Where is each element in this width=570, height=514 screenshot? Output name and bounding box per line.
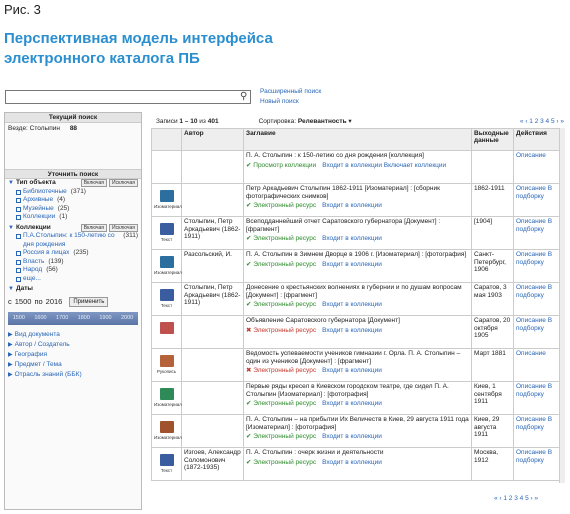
record-status [246, 367, 469, 375]
status-label[interactable]: Просмотр коллекции [253, 161, 317, 169]
record-title[interactable]: Петр Аркадьевич Столыпин 1862-1911 [Изоматериал] : [сборник фотографических снимков] [246, 185, 440, 200]
figure-title-line1: Перспективная модель интерфейса [4, 30, 273, 47]
record-status [246, 400, 469, 408]
record-title[interactable]: П. А. Столыпин : к 150-летию со дня рождения [коллекция] [246, 152, 424, 159]
status-label[interactable]: Электронный ресурс [253, 260, 317, 268]
checkbox[interactable] [16, 277, 21, 282]
status-label[interactable]: Электронный ресурс [253, 326, 317, 334]
table-row [152, 184, 565, 217]
table-row [152, 382, 565, 415]
left-panel [4, 112, 142, 510]
icon-cell [152, 382, 182, 415]
facet-item-count: (371) [70, 187, 86, 195]
collections-link[interactable]: Входит в коллекции [322, 202, 382, 209]
icon-caption: Текст [160, 303, 173, 308]
facet-item-label[interactable]: Власть [23, 257, 45, 265]
include-button[interactable]: Включая [81, 224, 107, 232]
records-range: 1 – 10 [179, 117, 198, 125]
status-icon: ✔ [246, 433, 254, 440]
actions-cell[interactable]: Описание В подборку [514, 316, 565, 349]
figure-title [4, 29, 273, 69]
status-label[interactable]: Электронный ресурс [253, 301, 317, 308]
title-cell [244, 151, 472, 184]
facet-item[interactable] [16, 196, 138, 205]
imprint-cell: Санкт-Петербург, 1906 [472, 250, 514, 283]
bottom-pager[interactable]: « ‹ 1 2 3 4 5 › » [494, 495, 539, 502]
record-title[interactable]: Первые ряды кресел в Киевском городском театре, где сидел П. А. Столыпин [Изоматериал] : [фотография] [246, 383, 449, 398]
date-to-input[interactable]: 2016 [45, 297, 63, 306]
record-status [246, 202, 469, 210]
actions-cell[interactable]: Описание [514, 151, 565, 184]
imprint-cell: Март 1881 [472, 349, 514, 382]
search-links [260, 87, 321, 107]
imprint-cell: [1904] [472, 217, 514, 250]
imprint-cell: Саратов, 3 мая 1903 [472, 283, 514, 316]
checkbox[interactable] [16, 260, 21, 265]
record-status [246, 327, 469, 335]
facet-item[interactable] [16, 249, 138, 258]
author-cell: Столыпин, Петр Аркадьевич (1862-1911) [182, 283, 244, 316]
search-icon[interactable]: ⚲ [240, 91, 248, 102]
search-input[interactable] [5, 90, 251, 104]
document-type-icon[interactable] [160, 223, 174, 235]
status-label[interactable]: Электронный ресурс [253, 400, 317, 407]
table-row [152, 448, 565, 481]
refine-header: Уточнить поиск [5, 169, 141, 179]
icon-cell [152, 349, 182, 382]
facet-title: Коллекции [15, 223, 51, 231]
expand-icon: ▶ [8, 371, 13, 378]
status-icon: ✖ [246, 367, 254, 374]
facet-item-label[interactable]: Архивные [23, 196, 54, 203]
icon-cell [152, 448, 182, 481]
results-table [151, 128, 565, 481]
record-status [246, 261, 469, 269]
expand-icon: ▶ [8, 361, 13, 368]
document-type-icon[interactable] [160, 421, 174, 433]
imprint-cell: Киев, 1 сентября 1911 [472, 382, 514, 415]
facet-item-label[interactable]: П.А.Столыпин: к 150-летию со дня рождения [23, 232, 115, 248]
imprint-cell: Киев, 29 августа 1911 [472, 415, 514, 448]
author-cell [182, 184, 244, 217]
title-cell [244, 349, 472, 382]
document-type-icon[interactable] [160, 388, 174, 400]
expand-icon[interactable]: ▼ [8, 224, 14, 231]
catalog-screenshot [4, 85, 566, 510]
timeline-tick: 1500 [12, 315, 25, 321]
facet-item-count: (25) [57, 204, 70, 212]
date-to-prefix: по [34, 297, 43, 306]
imprint-cell: 1862-1911 [472, 184, 514, 217]
status-icon: ✔ [246, 235, 254, 242]
status-icon: ✔ [246, 458, 254, 466]
records-of: из [199, 117, 206, 125]
document-type-icon[interactable] [160, 454, 174, 466]
actions-cell[interactable]: Описание В подборку [514, 283, 565, 316]
timeline-tick: 1700 [56, 315, 69, 321]
collections-link[interactable]: Входит в коллекции [322, 326, 382, 334]
record-status [246, 301, 469, 309]
date-range [5, 294, 141, 310]
facet-item-label[interactable]: Музейные [23, 204, 54, 212]
facet-dates [5, 285, 141, 294]
collections-link[interactable]: Входит в коллекции [322, 458, 382, 466]
record-title[interactable]: П. А. Столыпин : очерк жизни и деятельности [246, 449, 384, 456]
facet-item[interactable] [16, 205, 138, 214]
imprint-cell [472, 151, 514, 184]
timeline-tick: 1900 [99, 315, 112, 321]
results-toolbar [156, 116, 564, 126]
status-label[interactable]: Электронный ресурс [253, 367, 317, 374]
timeline-tick: 1600 [34, 315, 47, 321]
facet-list [8, 232, 138, 283]
exclude-button[interactable]: Исключая [109, 179, 138, 187]
facet-item-count: (311) [123, 232, 138, 239]
collections-link[interactable]: Входит в коллекции Включает коллекции [322, 161, 447, 169]
table-row [152, 316, 565, 349]
apply-button[interactable]: Применить [69, 297, 108, 307]
facet-item-label[interactable]: Коллекции [23, 213, 56, 220]
document-type-icon[interactable] [160, 355, 174, 367]
status-icon: ✔ [246, 301, 254, 308]
facet-link[interactable] [8, 370, 138, 380]
icon-cell [152, 151, 182, 184]
record-title[interactable]: Ведомость успеваемости учеников гимназии г. Орла. П. А. Столыпин – один из учеников [Документ] : [фрагмент] [246, 350, 461, 365]
facet-item-count: (4) [57, 196, 66, 203]
facet-item-count: (139) [48, 257, 64, 265]
title-cell [244, 283, 472, 316]
checkbox[interactable] [16, 234, 21, 239]
expand-icon: ▶ [8, 341, 13, 348]
facet-object-type [5, 179, 141, 222]
icon-caption: Изоматериал [154, 435, 182, 440]
record-title[interactable]: Всеподданнейший отчет Саратовского губернатора [Документ] : [фрагмент] [246, 218, 441, 233]
icon-cell [152, 217, 182, 250]
author-cell [182, 382, 244, 415]
icon-caption: Изоматериал [154, 402, 182, 407]
facet-item[interactable] [16, 266, 138, 275]
timeline-tick: 1800 [77, 315, 90, 321]
facet-link-label[interactable]: Автор / Создатель [14, 340, 70, 348]
actions-cell[interactable]: Описание В подборку [514, 250, 565, 283]
timeline-slider[interactable] [8, 312, 138, 325]
status-icon: ✔ [246, 400, 254, 407]
facet-item-label[interactable]: Россия в лицах [23, 249, 70, 256]
date-from-input[interactable]: 1500 [14, 297, 32, 306]
sort-label: Сортировка: [258, 118, 297, 125]
pager[interactable]: « ‹ 1 2 3 4 5 › » [519, 117, 564, 125]
title-cell [244, 382, 472, 415]
author-cell [182, 349, 244, 382]
sort-value: Релевантность [297, 118, 347, 125]
checkbox[interactable] [16, 190, 21, 195]
icon-caption: Текст [160, 468, 173, 473]
facet-item-label[interactable]: Народ [23, 266, 43, 273]
figure-title-line2: электронного каталога ПБ [4, 50, 200, 67]
current-search-header: Текущий поиск [5, 113, 141, 123]
collections-link[interactable]: Входит в коллекции [322, 301, 382, 308]
current-search-query: Везде: Столыпин [8, 125, 60, 132]
record-status [246, 162, 469, 170]
document-type-icon[interactable] [160, 256, 174, 268]
column-header: Действия [514, 129, 565, 151]
title-cell [244, 217, 472, 250]
title-cell [244, 448, 472, 481]
icon-caption: Изоматериал [154, 270, 182, 275]
table-row [152, 217, 565, 250]
facet-link-label[interactable]: Вид документа [14, 330, 60, 338]
actions-cell[interactable]: Описание В подборку [514, 382, 565, 415]
current-search-count: 88 [69, 125, 78, 132]
facet-item-count: (56) [46, 266, 58, 273]
facet-collections [5, 224, 141, 284]
author-cell [182, 415, 244, 448]
title-cell [244, 415, 472, 448]
column-header [152, 129, 182, 151]
document-type-icon[interactable] [160, 289, 174, 301]
sort-select[interactable]: Сортировка: Релевантность ▾ [258, 118, 352, 125]
record-status [246, 459, 469, 467]
facet-item[interactable] [16, 213, 138, 222]
expand-icon: ▶ [8, 331, 13, 338]
facet-link-label[interactable]: География [14, 350, 48, 358]
status-label[interactable]: Электронный ресурс [253, 202, 317, 209]
advanced-search-link[interactable]: Расширенный поиск [260, 88, 322, 95]
record-status [246, 235, 469, 243]
collections-link[interactable]: Входит в коллекции [322, 367, 382, 374]
icon-cell [152, 283, 182, 316]
status-icon: ✖ [246, 326, 254, 334]
facet-title: Даты [15, 285, 33, 292]
facet-link-label[interactable]: Отрасль знаний (ББК) [14, 370, 82, 378]
author-cell [182, 316, 244, 349]
imprint-cell: Саратов, 20 октября 1905 [472, 316, 514, 349]
exclude-button[interactable]: Исключая [109, 224, 138, 232]
icon-cell [152, 250, 182, 283]
results-scrollbar[interactable] [559, 128, 565, 483]
facet-item[interactable] [16, 232, 138, 249]
expand-icon: ▶ [8, 351, 13, 358]
status-icon: ✔ [246, 260, 254, 268]
date-from-prefix: с [8, 297, 12, 306]
facet-links [5, 327, 141, 383]
records-prefix: Записи [156, 117, 178, 125]
facet-title: Тип объекта [15, 179, 56, 186]
icon-cell [152, 316, 182, 349]
actions-cell[interactable]: Описание [514, 349, 565, 382]
facet-link[interactable] [8, 330, 138, 340]
status-label[interactable]: Электронный ресурс [253, 458, 317, 466]
facet-item-label[interactable]: еще... [23, 274, 41, 282]
document-type-icon[interactable] [160, 322, 174, 334]
records-total: 401 [207, 117, 219, 125]
author-cell: Разсольский, И. [182, 250, 244, 283]
record-title[interactable]: П. А. Столыпин – на прибытии Их Величеств в Киев, 29 августа 1911 года [Изоматериал] : [фотография] [246, 416, 469, 431]
figure-label: Рис. 3 [4, 2, 41, 17]
facet-item-count: (1) [59, 213, 68, 220]
record-title[interactable]: Донесение о крестьянских волнениях в губернии и по душам вопросам [Документ] : [фрагмент] [246, 284, 462, 299]
author-cell: Изгоев, Александр Соломонович (1872-1935) [182, 448, 244, 481]
actions-cell[interactable]: Описание В подборку [514, 415, 565, 448]
status-icon: ✔ [246, 202, 254, 209]
column-header: Выходные данные [472, 129, 514, 151]
record-status [246, 433, 469, 441]
facet-item[interactable] [16, 275, 138, 284]
title-cell [244, 184, 472, 217]
table-row [152, 415, 565, 448]
table-row [152, 250, 565, 283]
status-label[interactable]: Электронный ресурс [253, 433, 317, 440]
checkbox[interactable] [16, 215, 21, 220]
facet-link[interactable] [8, 350, 138, 360]
include-button[interactable]: Включая [81, 179, 107, 187]
record-title[interactable]: П. А. Столыпин в Зимнем Дворце в 1906 г. [Изоматериал] : [фотография] [246, 251, 467, 258]
icon-cell [152, 184, 182, 217]
icon-cell [152, 415, 182, 448]
expand-icon[interactable]: ▼ [8, 180, 14, 186]
collections-link[interactable]: Входит в коллекции [322, 235, 382, 242]
icon-caption: Рукопись [156, 369, 177, 374]
checkbox[interactable] [16, 251, 21, 256]
table-row [152, 349, 565, 382]
actions-cell[interactable]: Описание В подборку [514, 184, 565, 217]
status-icon: ✔ [246, 161, 254, 169]
icon-caption: Изоматериал [154, 204, 182, 209]
table-row [152, 151, 565, 184]
facet-list [8, 188, 138, 222]
collections-link[interactable]: Входит в коллекции [322, 400, 382, 407]
facet-item[interactable] [16, 188, 138, 197]
checkbox[interactable] [16, 207, 21, 212]
title-cell [244, 250, 472, 283]
record-title[interactable]: Объявление Саратовского губернатора [Документ] [246, 317, 400, 324]
checkbox[interactable] [16, 198, 21, 203]
collections-link[interactable]: Входит в коллекции [322, 433, 382, 440]
expand-icon[interactable]: ▼ [8, 286, 14, 292]
imprint-cell: Москва, 1912 [472, 448, 514, 481]
column-header: Автор [182, 129, 244, 151]
author-cell [182, 151, 244, 184]
new-search-link[interactable]: Новый поиск [260, 98, 299, 105]
facet-link[interactable] [8, 360, 138, 370]
author-cell: Столыпин, Петр Аркадьевич (1862-1911) [182, 217, 244, 250]
title-cell [244, 316, 472, 349]
checkbox[interactable] [16, 268, 21, 273]
document-type-icon[interactable] [160, 190, 174, 202]
current-search [5, 123, 141, 167]
actions-cell[interactable]: Описание В подборку [514, 217, 565, 250]
facet-link[interactable] [8, 340, 138, 350]
timeline-tick: 2000 [120, 315, 134, 321]
collections-link[interactable]: Входит в коллекции [322, 260, 382, 268]
status-label[interactable]: Электронный ресурс [253, 235, 317, 242]
facet-item[interactable] [16, 258, 138, 267]
facet-link-label[interactable]: Предмет / Тема [14, 360, 62, 368]
actions-cell[interactable]: Описание В подборку [514, 448, 565, 481]
icon-caption: Текст [160, 237, 173, 242]
column-header: Заглавие [244, 129, 472, 151]
facet-item-label[interactable]: Библиотечные [23, 187, 67, 195]
table-row [152, 283, 565, 316]
facet-item-count: (235) [73, 249, 89, 256]
